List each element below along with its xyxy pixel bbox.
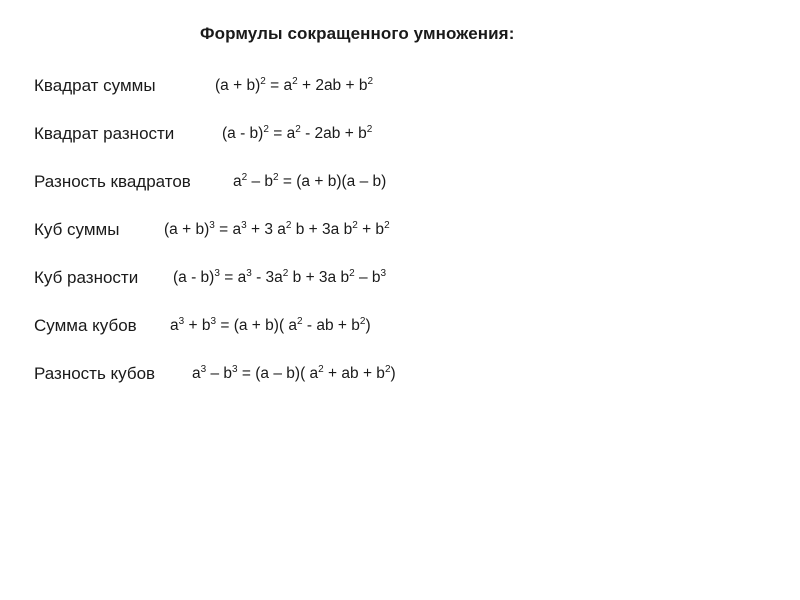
- formula-term: + ab + b: [323, 365, 385, 382]
- formula-term: + 2ab + b: [297, 77, 368, 94]
- formula-name: Куб разности: [34, 268, 139, 287]
- formula-term: ): [390, 365, 396, 382]
- exponent: 3: [209, 220, 215, 231]
- formula-expression: [233, 169, 386, 195]
- exponent: 2: [384, 364, 391, 375]
- formula-term: = (a + b)(a – b): [278, 173, 387, 190]
- exponent: 2: [263, 124, 269, 135]
- formula-expression: [192, 361, 396, 387]
- formula-term: a: [233, 173, 242, 190]
- formula-term: – b: [354, 269, 381, 286]
- formula-term: = (a + b)( a: [216, 317, 298, 334]
- formula-term: a: [170, 317, 179, 334]
- formula-term: + b: [357, 221, 385, 238]
- formula-term: - 2ab + b: [300, 125, 367, 142]
- exponent: 2: [318, 364, 324, 375]
- formula-name: Квадрат суммы: [34, 76, 156, 95]
- formula-term: (a + b): [164, 221, 210, 238]
- exponent: 2: [297, 316, 303, 327]
- exponent: 2: [282, 268, 289, 279]
- exponent: 3: [241, 220, 247, 231]
- exponent: 3: [200, 364, 207, 375]
- formula-expression: [222, 121, 372, 147]
- page-title: Формулы сокращенного умножения:: [200, 24, 515, 43]
- exponent: 2: [384, 220, 390, 231]
- formula-term: ): [365, 317, 371, 334]
- exponent: 2: [292, 76, 298, 87]
- formula-term: – b: [247, 173, 274, 190]
- formula-name: Квадрат разности: [34, 124, 175, 143]
- formula-term: - ab + b: [302, 317, 360, 334]
- formula-expression: [173, 265, 386, 291]
- formula-term: = (a – b)( a: [237, 365, 319, 382]
- formula-term: = a: [219, 269, 247, 286]
- formula-term: + 3 a: [246, 221, 286, 238]
- exponent: 2: [367, 76, 374, 87]
- formula-expression: [164, 217, 390, 243]
- formula-name: Разность квадратов: [34, 172, 191, 191]
- formula-term: a: [192, 365, 201, 382]
- exponent: 2: [295, 124, 301, 135]
- exponent: 3: [232, 364, 238, 375]
- formula-name: Разность кубов: [34, 364, 156, 383]
- formula-term: b + 3a b: [291, 221, 353, 238]
- formula-term: – b: [206, 365, 233, 382]
- formula-expression: [215, 73, 373, 99]
- formula-term: = a: [214, 221, 242, 238]
- formula-expression: [170, 313, 371, 339]
- exponent: 3: [246, 268, 252, 279]
- exponent: 3: [178, 316, 185, 327]
- formula-name: Куб суммы: [34, 220, 120, 239]
- exponent: 3: [214, 268, 220, 279]
- formula-term: (a - b): [173, 269, 215, 286]
- formula-term: (a + b): [215, 77, 261, 94]
- formula-term: = a: [265, 77, 293, 94]
- formula-term: (a - b): [222, 125, 264, 142]
- exponent: 2: [366, 124, 373, 135]
- exponent: 2: [359, 316, 366, 327]
- exponent: 2: [285, 220, 292, 231]
- exponent: 3: [380, 268, 387, 279]
- exponent: 2: [349, 268, 355, 279]
- formula-name: Сумма кубов: [34, 316, 137, 335]
- exponent: 2: [273, 172, 279, 183]
- formula-term: b + 3a b: [288, 269, 350, 286]
- exponent: 2: [352, 220, 358, 231]
- formula-term: - 3a: [251, 269, 283, 286]
- formula-term: = a: [268, 125, 296, 142]
- exponent: 2: [241, 172, 248, 183]
- exponent: 3: [210, 316, 217, 327]
- exponent: 2: [260, 76, 266, 87]
- formula-term: + b: [184, 317, 211, 334]
